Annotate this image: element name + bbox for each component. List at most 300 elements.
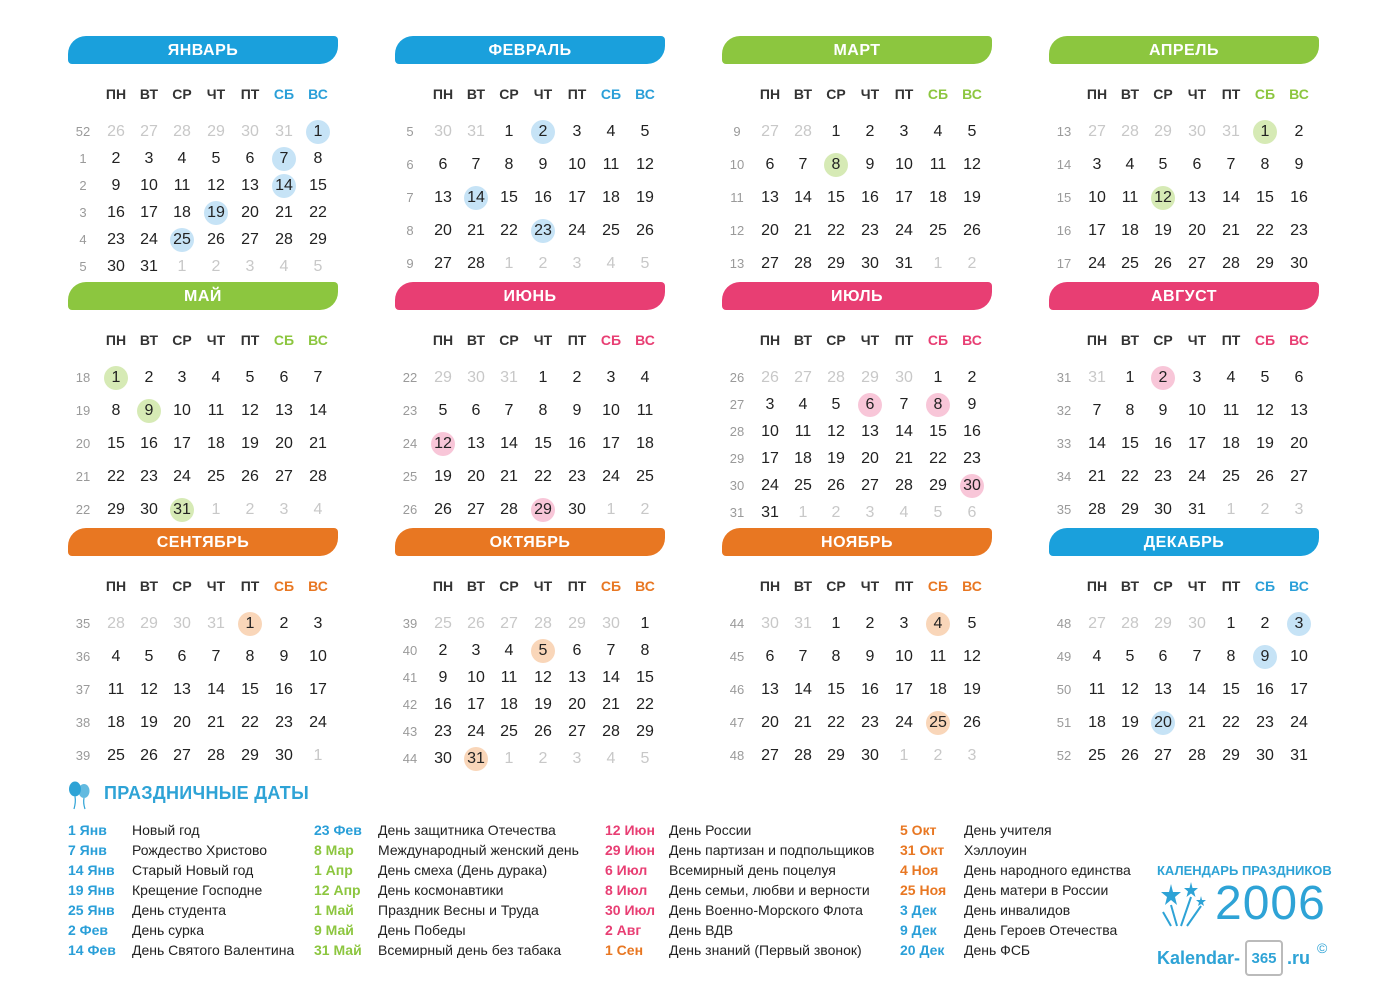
day-cell[interactable]: 30 xyxy=(140,501,158,518)
day-cell[interactable]: 13 xyxy=(761,681,779,698)
day-cell[interactable]: 5 xyxy=(245,369,255,386)
day-cell-other-month[interactable]: 27 xyxy=(761,123,779,140)
day-cell[interactable]: 30 xyxy=(568,501,586,518)
day-cell[interactable]: 20 xyxy=(761,222,779,239)
day-cell[interactable]: 25 xyxy=(500,723,518,740)
day-cell[interactable]: 17 xyxy=(1088,222,1106,239)
day-cell[interactable]: 5 xyxy=(967,615,977,632)
day-cell[interactable]: 4 xyxy=(177,150,187,167)
day-cell[interactable]: 7 xyxy=(267,147,301,171)
day-cell[interactable]: 20 xyxy=(1146,711,1180,735)
day-cell-other-month[interactable]: 2 xyxy=(245,501,255,518)
day-cell-other-month[interactable]: 25 xyxy=(434,615,452,632)
day-cell[interactable]: 20 xyxy=(761,714,779,731)
day-cell[interactable]: 2 xyxy=(865,615,875,632)
day-cell[interactable]: 1 xyxy=(233,612,267,636)
day-cell[interactable]: 20 xyxy=(1290,435,1308,452)
day-cell[interactable]: 13 xyxy=(1188,189,1206,206)
day-cell[interactable]: 27 xyxy=(761,747,779,764)
day-cell[interactable]: 19 xyxy=(1256,435,1274,452)
day-cell[interactable]: 8 xyxy=(1260,156,1270,173)
day-cell[interactable]: 9 xyxy=(438,669,448,686)
day-cell[interactable]: 3 xyxy=(471,642,481,659)
day-cell[interactable]: 27 xyxy=(761,255,779,272)
day-cell[interactable]: 10 xyxy=(1290,648,1308,665)
day-cell[interactable]: 13 xyxy=(1290,402,1308,419)
day-cell[interactable]: 6 xyxy=(765,156,775,173)
day-cell-other-month[interactable]: 30 xyxy=(241,123,259,140)
day-cell[interactable]: 10 xyxy=(761,423,779,440)
day-cell[interactable]: 24 xyxy=(761,477,779,494)
day-cell[interactable]: 25 xyxy=(921,711,955,735)
day-cell[interactable]: 10 xyxy=(140,177,158,194)
day-cell[interactable]: 24 xyxy=(467,723,485,740)
day-cell[interactable]: 27 xyxy=(1290,468,1308,485)
day-cell-other-month[interactable]: 3 xyxy=(967,747,977,764)
day-cell[interactable]: 30 xyxy=(1290,255,1308,272)
day-cell[interactable]: 8 xyxy=(313,150,323,167)
day-cell[interactable]: 12 xyxy=(534,669,552,686)
day-cell[interactable]: 18 xyxy=(602,189,620,206)
day-cell[interactable]: 12 xyxy=(827,423,845,440)
day-cell[interactable]: 24 xyxy=(568,222,586,239)
day-cell[interactable]: 21 xyxy=(309,435,327,452)
day-cell[interactable]: 18 xyxy=(794,450,812,467)
day-cell[interactable]: 4 xyxy=(1125,156,1135,173)
day-cell[interactable]: 10 xyxy=(568,156,586,173)
day-cell-other-month[interactable]: 3 xyxy=(572,750,582,767)
day-cell-other-month[interactable]: 29 xyxy=(434,369,452,386)
day-cell[interactable]: 3 xyxy=(606,369,616,386)
day-cell[interactable]: 18 xyxy=(1121,222,1139,239)
day-cell[interactable]: 3 xyxy=(144,150,154,167)
day-cell[interactable]: 2 xyxy=(967,369,977,386)
day-cell[interactable]: 9 xyxy=(1248,645,1282,669)
day-cell[interactable]: 16 xyxy=(1256,681,1274,698)
day-cell[interactable]: 20 xyxy=(241,204,259,221)
day-cell[interactable]: 22 xyxy=(827,222,845,239)
day-cell[interactable]: 9 xyxy=(572,402,582,419)
day-cell[interactable]: 26 xyxy=(963,222,981,239)
day-cell[interactable]: 16 xyxy=(107,204,125,221)
day-cell[interactable]: 8 xyxy=(1125,402,1135,419)
day-cell[interactable]: 10 xyxy=(895,648,913,665)
day-cell[interactable]: 22 xyxy=(534,468,552,485)
day-cell[interactable]: 16 xyxy=(861,681,879,698)
day-cell[interactable]: 26 xyxy=(241,468,259,485)
day-cell[interactable]: 13 xyxy=(275,402,293,419)
day-cell[interactable]: 28 xyxy=(309,468,327,485)
day-cell[interactable]: 25 xyxy=(602,222,620,239)
day-cell-other-month[interactable]: 2 xyxy=(1260,501,1270,518)
day-cell[interactable]: 29 xyxy=(929,477,947,494)
day-cell[interactable]: 19 xyxy=(963,681,981,698)
day-cell[interactable]: 28 xyxy=(207,747,225,764)
day-cell[interactable]: 2 xyxy=(526,120,560,144)
day-cell[interactable]: 27 xyxy=(467,501,485,518)
day-cell[interactable]: 14 xyxy=(602,669,620,686)
day-cell[interactable]: 6 xyxy=(438,156,448,173)
day-cell[interactable]: 26 xyxy=(434,501,452,518)
day-cell[interactable]: 14 xyxy=(794,189,812,206)
day-cell[interactable]: 11 xyxy=(207,402,225,419)
day-cell-other-month[interactable]: 5 xyxy=(933,504,943,521)
day-cell[interactable]: 8 xyxy=(538,402,548,419)
day-cell-other-month[interactable]: 2 xyxy=(211,258,221,275)
day-cell-other-month[interactable]: 29 xyxy=(568,615,586,632)
day-cell[interactable]: 19 xyxy=(199,201,233,225)
day-cell[interactable]: 30 xyxy=(861,255,879,272)
day-cell-other-month[interactable]: 27 xyxy=(794,369,812,386)
day-cell-other-month[interactable]: 27 xyxy=(1088,615,1106,632)
day-cell[interactable]: 1 xyxy=(933,369,943,386)
day-cell[interactable]: 3 xyxy=(313,615,323,632)
day-cell[interactable]: 12 xyxy=(241,402,259,419)
day-cell[interactable]: 24 xyxy=(309,714,327,731)
day-cell[interactable]: 19 xyxy=(636,189,654,206)
day-cell[interactable]: 29 xyxy=(241,747,259,764)
day-cell-other-month[interactable]: 1 xyxy=(504,750,514,767)
day-cell[interactable]: 5 xyxy=(640,123,650,140)
day-cell[interactable]: 6 xyxy=(279,369,289,386)
day-cell[interactable]: 8 xyxy=(111,402,121,419)
day-cell[interactable]: 28 xyxy=(794,747,812,764)
day-cell-other-month[interactable]: 30 xyxy=(434,123,452,140)
day-cell[interactable]: 22 xyxy=(500,222,518,239)
day-cell[interactable]: 27 xyxy=(861,477,879,494)
day-cell[interactable]: 1 xyxy=(538,369,548,386)
day-cell-other-month[interactable]: 1 xyxy=(899,747,909,764)
day-cell[interactable]: 25 xyxy=(165,228,199,252)
day-cell[interactable]: 21 xyxy=(1222,222,1240,239)
day-cell[interactable]: 4 xyxy=(504,642,514,659)
day-cell[interactable]: 31 xyxy=(1188,501,1206,518)
day-cell[interactable]: 20 xyxy=(275,435,293,452)
day-cell[interactable]: 21 xyxy=(1188,714,1206,731)
day-cell[interactable]: 18 xyxy=(1222,435,1240,452)
day-cell[interactable]: 7 xyxy=(798,648,808,665)
day-cell[interactable]: 14 xyxy=(1222,189,1240,206)
day-cell-other-month[interactable]: 2 xyxy=(933,747,943,764)
day-cell[interactable]: 23 xyxy=(1256,714,1274,731)
day-cell[interactable]: 7 xyxy=(504,402,514,419)
day-cell[interactable]: 18 xyxy=(636,435,654,452)
day-cell[interactable]: 16 xyxy=(275,681,293,698)
day-cell[interactable]: 25 xyxy=(1222,468,1240,485)
day-cell[interactable]: 22 xyxy=(241,714,259,731)
day-cell-other-month[interactable]: 28 xyxy=(107,615,125,632)
day-cell[interactable]: 15 xyxy=(1121,435,1139,452)
day-cell[interactable]: 4 xyxy=(1092,648,1102,665)
day-cell-other-month[interactable]: 28 xyxy=(534,615,552,632)
day-cell[interactable]: 3 xyxy=(899,123,909,140)
day-cell[interactable]: 9 xyxy=(967,396,977,413)
day-cell[interactable]: 8 xyxy=(245,648,255,665)
day-cell[interactable]: 28 xyxy=(1088,501,1106,518)
day-cell[interactable]: 22 xyxy=(1121,468,1139,485)
day-cell[interactable]: 4 xyxy=(606,123,616,140)
day-cell-other-month[interactable]: 28 xyxy=(173,123,191,140)
day-cell-other-month[interactable]: 4 xyxy=(606,255,616,272)
day-cell-other-month[interactable]: 29 xyxy=(1154,123,1172,140)
day-cell[interactable]: 4 xyxy=(933,123,943,140)
day-cell-other-month[interactable]: 1 xyxy=(211,501,221,518)
day-cell[interactable]: 29 xyxy=(309,231,327,248)
day-cell[interactable]: 27 xyxy=(241,231,259,248)
day-cell[interactable]: 21 xyxy=(794,222,812,239)
day-cell-other-month[interactable]: 26 xyxy=(107,123,125,140)
day-cell[interactable]: 14 xyxy=(267,174,301,198)
day-cell[interactable]: 13 xyxy=(861,423,879,440)
day-cell[interactable]: 20 xyxy=(1188,222,1206,239)
day-cell[interactable]: 28 xyxy=(275,231,293,248)
day-cell[interactable]: 10 xyxy=(1188,402,1206,419)
day-cell[interactable]: 2 xyxy=(144,369,154,386)
day-cell[interactable]: 2 xyxy=(438,642,448,659)
day-cell[interactable]: 28 xyxy=(895,477,913,494)
day-cell[interactable]: 8 xyxy=(831,648,841,665)
day-cell[interactable]: 27 xyxy=(1188,255,1206,272)
day-cell[interactable]: 24 xyxy=(895,222,913,239)
day-cell[interactable]: 24 xyxy=(140,231,158,248)
day-cell[interactable]: 13 xyxy=(1154,681,1172,698)
day-cell[interactable]: 14 xyxy=(895,423,913,440)
day-cell-other-month[interactable]: 29 xyxy=(140,615,158,632)
day-cell[interactable]: 23 xyxy=(434,723,452,740)
day-cell[interactable]: 29 xyxy=(107,501,125,518)
day-cell[interactable]: 20 xyxy=(861,450,879,467)
day-cell-other-month[interactable]: 1 xyxy=(504,255,514,272)
day-cell[interactable]: 11 xyxy=(1222,402,1240,419)
day-cell[interactable]: 19 xyxy=(434,468,452,485)
day-cell[interactable]: 6 xyxy=(572,642,582,659)
day-cell-other-month[interactable]: 31 xyxy=(500,369,518,386)
day-cell-other-month[interactable]: 29 xyxy=(207,123,225,140)
day-cell[interactable]: 6 xyxy=(853,393,887,417)
day-cell[interactable]: 19 xyxy=(827,450,845,467)
day-cell[interactable]: 19 xyxy=(963,189,981,206)
day-cell[interactable]: 7 xyxy=(899,396,909,413)
day-cell[interactable]: 11 xyxy=(929,648,947,665)
day-cell[interactable]: 21 xyxy=(275,204,293,221)
day-cell-other-month[interactable]: 26 xyxy=(761,369,779,386)
day-cell[interactable]: 26 xyxy=(1256,468,1274,485)
day-cell[interactable]: 1 xyxy=(1125,369,1135,386)
day-cell-other-month[interactable]: 27 xyxy=(500,615,518,632)
day-cell-other-month[interactable]: 31 xyxy=(207,615,225,632)
day-cell[interactable]: 14 xyxy=(1088,435,1106,452)
day-cell[interactable]: 18 xyxy=(929,681,947,698)
day-cell[interactable]: 19 xyxy=(241,435,259,452)
day-cell[interactable]: 23 xyxy=(568,468,586,485)
day-cell[interactable]: 13 xyxy=(241,177,259,194)
day-cell-other-month[interactable]: 31 xyxy=(1088,369,1106,386)
day-cell[interactable]: 27 xyxy=(434,255,452,272)
day-cell[interactable]: 15 xyxy=(1222,681,1240,698)
day-cell[interactable]: 19 xyxy=(1121,714,1139,731)
day-cell[interactable]: 25 xyxy=(1121,255,1139,272)
day-cell[interactable]: 14 xyxy=(1188,681,1206,698)
day-cell[interactable]: 1 xyxy=(831,615,841,632)
day-cell[interactable]: 8 xyxy=(504,156,514,173)
day-cell-other-month[interactable]: 5 xyxy=(640,750,650,767)
day-cell[interactable]: 29 xyxy=(1222,747,1240,764)
day-cell[interactable]: 12 xyxy=(140,681,158,698)
day-cell[interactable]: 24 xyxy=(602,468,620,485)
day-cell[interactable]: 16 xyxy=(1154,435,1172,452)
day-cell[interactable]: 5 xyxy=(211,150,221,167)
day-cell-other-month[interactable]: 3 xyxy=(1294,501,1304,518)
day-cell[interactable]: 12 xyxy=(1121,681,1139,698)
day-cell[interactable]: 17 xyxy=(173,435,191,452)
day-cell[interactable]: 22 xyxy=(107,468,125,485)
day-cell[interactable]: 11 xyxy=(173,177,191,194)
day-cell[interactable]: 30 xyxy=(1154,501,1172,518)
day-cell[interactable]: 19 xyxy=(1154,222,1172,239)
day-cell[interactable]: 4 xyxy=(211,369,221,386)
day-cell[interactable]: 21 xyxy=(1088,468,1106,485)
day-cell[interactable]: 3 xyxy=(177,369,187,386)
day-cell-other-month[interactable]: 28 xyxy=(794,123,812,140)
day-cell[interactable]: 31 xyxy=(459,747,493,771)
day-cell-other-month[interactable]: 2 xyxy=(831,504,841,521)
day-cell[interactable]: 29 xyxy=(1121,501,1139,518)
day-cell[interactable]: 25 xyxy=(929,222,947,239)
day-cell[interactable]: 18 xyxy=(207,435,225,452)
day-cell[interactable]: 4 xyxy=(111,648,121,665)
day-cell[interactable]: 26 xyxy=(1121,747,1139,764)
day-cell[interactable]: 3 xyxy=(1282,612,1316,636)
day-cell-other-month[interactable]: 2 xyxy=(967,255,977,272)
day-cell[interactable]: 9 xyxy=(865,648,875,665)
day-cell[interactable]: 31 xyxy=(140,258,158,275)
day-cell[interactable]: 11 xyxy=(794,423,812,440)
day-cell-other-month[interactable]: 31 xyxy=(467,123,485,140)
day-cell[interactable]: 16 xyxy=(861,189,879,206)
day-cell[interactable]: 3 xyxy=(765,396,775,413)
day-cell[interactable]: 1 xyxy=(504,123,514,140)
day-cell[interactable]: 18 xyxy=(173,204,191,221)
day-cell[interactable]: 15 xyxy=(827,681,845,698)
day-cell[interactable]: 21 xyxy=(794,714,812,731)
day-cell[interactable]: 10 xyxy=(309,648,327,665)
day-cell[interactable]: 6 xyxy=(245,150,255,167)
day-cell-other-month[interactable]: 30 xyxy=(467,369,485,386)
day-cell[interactable]: 20 xyxy=(434,222,452,239)
day-cell[interactable]: 7 xyxy=(606,642,616,659)
day-cell-other-month[interactable]: 30 xyxy=(1188,615,1206,632)
day-cell[interactable]: 22 xyxy=(1256,222,1274,239)
day-cell[interactable]: 17 xyxy=(309,681,327,698)
day-cell[interactable]: 31 xyxy=(895,255,913,272)
day-cell[interactable]: 8 xyxy=(1226,648,1236,665)
day-cell[interactable]: 7 xyxy=(1092,402,1102,419)
day-cell[interactable]: 2 xyxy=(111,150,121,167)
day-cell-other-month[interactable]: 4 xyxy=(899,504,909,521)
day-cell[interactable]: 8 xyxy=(921,393,955,417)
day-cell-other-month[interactable]: 4 xyxy=(606,750,616,767)
day-cell[interactable]: 2 xyxy=(1294,123,1304,140)
day-cell[interactable]: 20 xyxy=(467,468,485,485)
day-cell[interactable]: 23 xyxy=(107,231,125,248)
day-cell[interactable]: 14 xyxy=(309,402,327,419)
day-cell[interactable]: 15 xyxy=(636,669,654,686)
day-cell[interactable]: 8 xyxy=(640,642,650,659)
day-cell[interactable]: 27 xyxy=(1154,747,1172,764)
day-cell[interactable]: 26 xyxy=(1154,255,1172,272)
day-cell[interactable]: 9 xyxy=(865,156,875,173)
day-cell[interactable]: 23 xyxy=(861,222,879,239)
day-cell-other-month[interactable]: 27 xyxy=(1088,123,1106,140)
day-cell[interactable]: 6 xyxy=(765,648,775,665)
day-cell[interactable]: 23 xyxy=(275,714,293,731)
day-cell[interactable]: 5 xyxy=(831,396,841,413)
day-cell[interactable]: 2 xyxy=(1260,615,1270,632)
day-cell[interactable]: 17 xyxy=(1290,681,1308,698)
day-cell[interactable]: 12 xyxy=(1256,402,1274,419)
day-cell[interactable]: 10 xyxy=(895,156,913,173)
day-cell[interactable]: 16 xyxy=(1290,189,1308,206)
day-cell[interactable]: 17 xyxy=(568,189,586,206)
day-cell[interactable]: 30 xyxy=(434,750,452,767)
day-cell[interactable]: 13 xyxy=(568,669,586,686)
day-cell[interactable]: 6 xyxy=(1294,369,1304,386)
day-cell[interactable]: 12 xyxy=(426,432,460,456)
day-cell[interactable]: 20 xyxy=(568,696,586,713)
day-cell-other-month[interactable]: 30 xyxy=(1188,123,1206,140)
day-cell-other-month[interactable]: 1 xyxy=(177,258,187,275)
day-cell[interactable]: 11 xyxy=(500,669,518,686)
day-cell[interactable]: 16 xyxy=(963,423,981,440)
day-cell[interactable]: 7 xyxy=(313,369,323,386)
day-cell[interactable]: 5 xyxy=(1158,156,1168,173)
day-cell-other-month[interactable]: 5 xyxy=(640,255,650,272)
day-cell[interactable]: 5 xyxy=(1260,369,1270,386)
day-cell[interactable]: 19 xyxy=(140,714,158,731)
day-cell[interactable]: 7 xyxy=(471,156,481,173)
day-cell[interactable]: 21 xyxy=(602,696,620,713)
day-cell[interactable]: 3 xyxy=(1092,156,1102,173)
day-cell[interactable]: 24 xyxy=(1088,255,1106,272)
day-cell[interactable]: 17 xyxy=(1188,435,1206,452)
day-cell[interactable]: 27 xyxy=(275,468,293,485)
day-cell[interactable]: 8 xyxy=(819,153,853,177)
day-cell[interactable]: 18 xyxy=(1088,714,1106,731)
day-cell[interactable]: 26 xyxy=(827,477,845,494)
day-cell[interactable]: 2 xyxy=(1146,366,1180,390)
day-cell[interactable]: 12 xyxy=(1146,186,1180,210)
day-cell[interactable]: 11 xyxy=(107,681,125,698)
day-cell[interactable]: 29 xyxy=(1256,255,1274,272)
day-cell[interactable]: 18 xyxy=(107,714,125,731)
day-cell[interactable]: 30 xyxy=(955,474,989,498)
day-cell[interactable]: 22 xyxy=(1222,714,1240,731)
day-cell[interactable]: 15 xyxy=(1256,189,1274,206)
day-cell[interactable]: 16 xyxy=(568,435,586,452)
day-cell[interactable]: 15 xyxy=(929,423,947,440)
day-cell[interactable]: 7 xyxy=(211,648,221,665)
day-cell[interactable]: 31 xyxy=(761,504,779,521)
day-cell[interactable]: 29 xyxy=(526,498,560,522)
day-cell[interactable]: 22 xyxy=(636,696,654,713)
day-cell[interactable]: 3 xyxy=(899,615,909,632)
day-cell[interactable]: 15 xyxy=(534,435,552,452)
day-cell[interactable]: 16 xyxy=(140,435,158,452)
day-cell-other-month[interactable]: 30 xyxy=(895,369,913,386)
day-cell[interactable]: 20 xyxy=(173,714,191,731)
day-cell[interactable]: 3 xyxy=(572,123,582,140)
day-cell-other-month[interactable]: 31 xyxy=(275,123,293,140)
